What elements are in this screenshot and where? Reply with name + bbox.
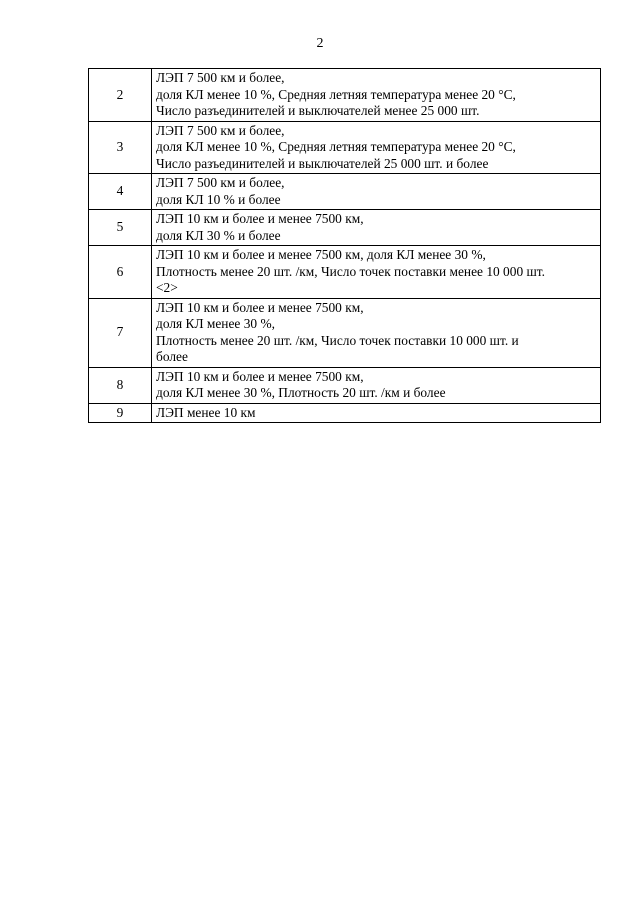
row-description-line: ЛЭП 10 км и более и менее 7500 км, bbox=[156, 368, 364, 384]
page-number: 2 bbox=[316, 36, 324, 51]
row-number: 3 bbox=[89, 121, 152, 174]
table-row bbox=[89, 69, 601, 122]
row-description-line: доля КЛ менее 10 %, Средняя летняя температура менее 20 °С, bbox=[156, 139, 516, 154]
row-description bbox=[152, 367, 601, 403]
row-description-line: ЛЭП 10 км и более и менее 7500 км, bbox=[156, 211, 364, 226]
table-row bbox=[89, 298, 601, 367]
row-description bbox=[152, 174, 601, 210]
row-description bbox=[152, 210, 601, 246]
row-description bbox=[152, 69, 601, 122]
row-description-line: ЛЭП 7 500 км и более, bbox=[156, 175, 285, 190]
row-description-line: ЛЭП менее 10 км bbox=[156, 404, 256, 420]
row-description bbox=[152, 298, 601, 367]
row-description bbox=[152, 121, 601, 174]
row-number: 2 bbox=[89, 69, 152, 122]
table-row bbox=[89, 174, 601, 210]
row-description-line: Плотность менее 20 шт. /км, Число точек поставки 10 000 шт. и bbox=[156, 332, 519, 348]
row-description-line: ЛЭП 10 км и более и менее 7500 км, bbox=[156, 299, 364, 315]
row-number: 8 bbox=[89, 367, 152, 403]
row-number: 6 bbox=[89, 246, 152, 299]
row-description-line: доля КЛ менее 30 %, bbox=[156, 316, 275, 331]
row-description-line: доля КЛ 10 % и более bbox=[156, 191, 281, 207]
row-description-line: <2> bbox=[156, 280, 178, 295]
row-description-line: доля КЛ менее 10 %, Средняя летняя температура менее 20 °С, bbox=[156, 86, 516, 102]
row-number: 9 bbox=[89, 403, 152, 423]
table-row bbox=[89, 367, 601, 403]
row-description-line: Плотность менее 20 шт. /км, Число точек поставки менее 10 000 шт. bbox=[156, 263, 545, 279]
row-description-line: ЛЭП 7 500 км и более, bbox=[156, 122, 285, 138]
row-description-line: ЛЭП 7 500 км и более, bbox=[156, 70, 285, 85]
row-description-line: доля КЛ менее 30 %, Плотность 20 шт. /км и более bbox=[156, 385, 446, 400]
row-description-line: ЛЭП 10 км и более и менее 7500 км, доля КЛ менее 30 %, bbox=[156, 247, 486, 262]
row-number: 7 bbox=[89, 298, 152, 367]
row-description-line: Число разъединителей и выключателей менее 25 000 шт. bbox=[156, 103, 480, 118]
table-row bbox=[89, 403, 601, 423]
criteria-table-body bbox=[89, 69, 601, 423]
row-number: 5 bbox=[89, 210, 152, 246]
criteria-table bbox=[88, 68, 601, 423]
row-description-line: доля КЛ 30 % и более bbox=[156, 227, 281, 243]
row-description bbox=[152, 246, 601, 299]
table-row bbox=[89, 210, 601, 246]
row-number: 4 bbox=[89, 174, 152, 210]
table-row bbox=[89, 121, 601, 174]
row-description-line: Число разъединителей и выключателей 25 000 шт. и более bbox=[156, 155, 489, 171]
row-description bbox=[152, 403, 601, 423]
table-row bbox=[89, 246, 601, 299]
row-description-line: более bbox=[156, 349, 188, 364]
